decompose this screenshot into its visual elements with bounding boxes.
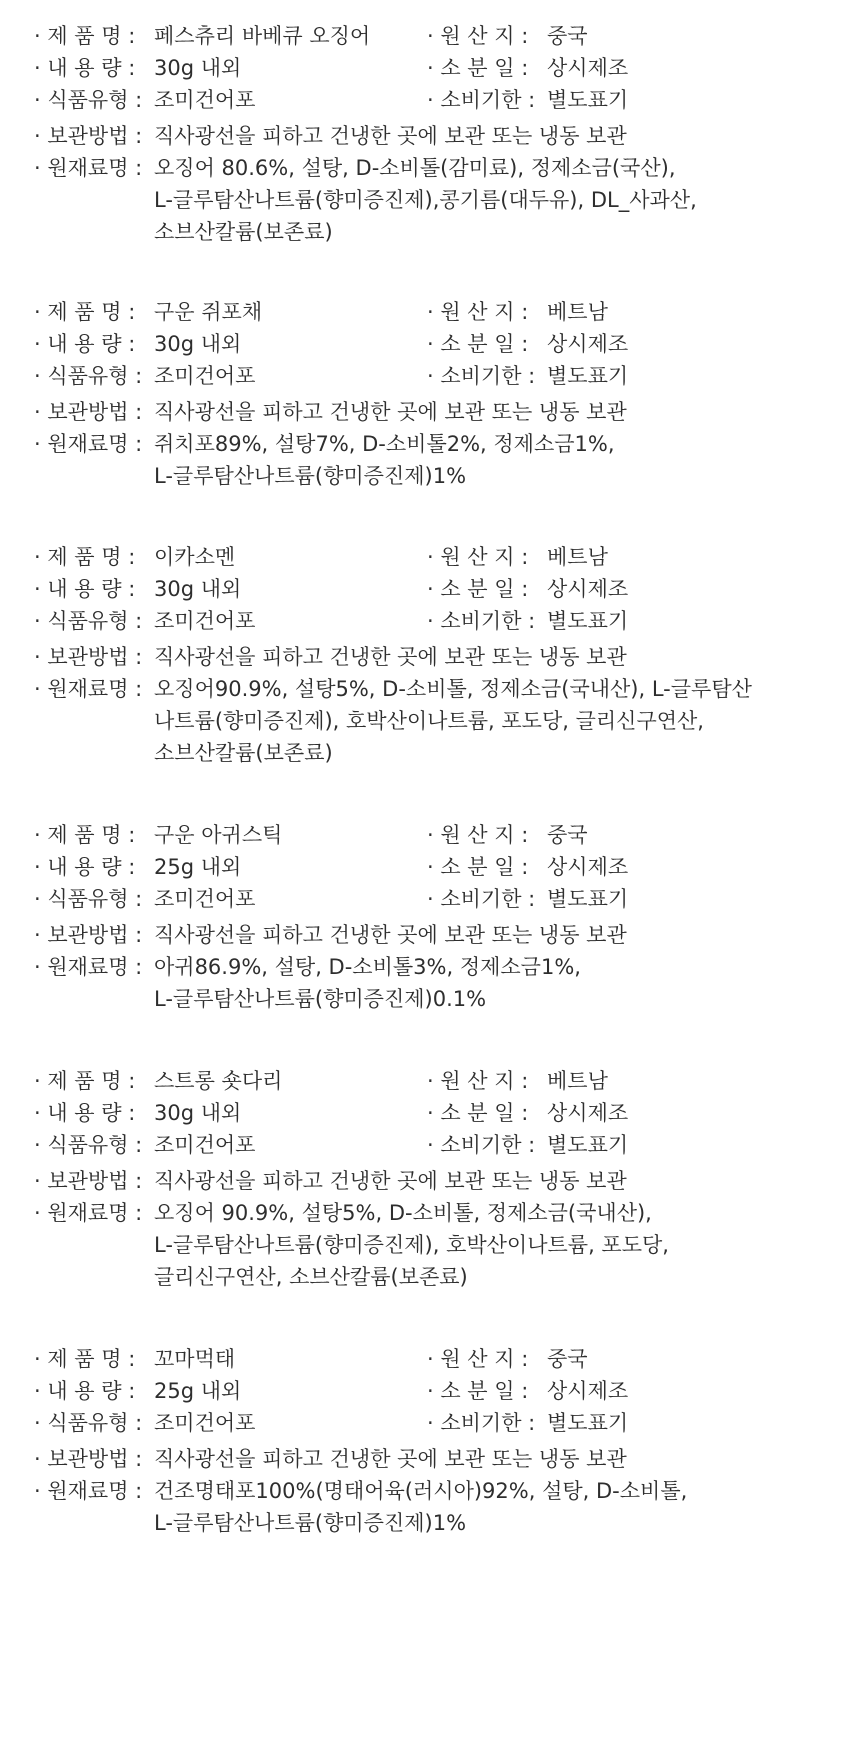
storage-value: 직사광선을 피하고 건냉한 곳에 보관 또는 냉동 보관 xyxy=(154,645,627,669)
label-food-type: · 식품유형 : xyxy=(34,1133,143,1157)
origin-value: 베트남 xyxy=(547,300,608,324)
product-name: 페스츄리 바베큐 오징어 xyxy=(154,24,371,48)
ingredients-line: 글리신구연산, 소브산칼륨(보존료) xyxy=(154,1265,468,1289)
label-volume: · 내 용 량 : xyxy=(34,577,136,601)
product-name: 꼬마먹태 xyxy=(154,1347,236,1371)
ingredients-line: 건조명태포100%(명태어육(러시아)92%, 설탕, D-소비톨, xyxy=(154,1479,688,1503)
label-origin: · 원 산 지 : xyxy=(427,1347,529,1371)
volume-value: 25g 내외 xyxy=(154,1379,242,1403)
storage-value: 직사광선을 피하고 건냉한 곳에 보관 또는 냉동 보관 xyxy=(154,124,627,148)
label-storage: · 보관방법 : xyxy=(34,645,143,669)
label-expiry: · 소비기한 : xyxy=(427,1411,536,1435)
label-ingredients: · 원재료명 : xyxy=(34,1479,143,1503)
ingredients-line: L-글루탐산나트륨(향미증진제)1% xyxy=(154,1511,467,1535)
expiry-value: 별도표기 xyxy=(547,1411,629,1435)
label-ingredients: · 원재료명 : xyxy=(34,432,143,456)
label-expiry: · 소비기한 : xyxy=(427,88,536,112)
label-storage: · 보관방법 : xyxy=(34,923,143,947)
volume-value: 30g 내외 xyxy=(154,1101,242,1125)
label-food-type: · 식품유형 : xyxy=(34,609,143,633)
label-expiry: · 소비기한 : xyxy=(427,609,536,633)
ingredients-line: L-글루탐산나트륨(향미증진제),콩기름(대두유), DL_사과산, xyxy=(154,188,697,212)
volume-value: 25g 내외 xyxy=(154,855,242,879)
food-type-value: 조미건어포 xyxy=(154,88,256,112)
label-origin: · 원 산 지 : xyxy=(427,24,529,48)
label-expiry: · 소비기한 : xyxy=(427,887,536,911)
origin-value: 중국 xyxy=(547,823,588,847)
packing-value: 상시제조 xyxy=(547,855,629,879)
packing-value: 상시제조 xyxy=(547,577,629,601)
label-ingredients: · 원재료명 : xyxy=(34,677,143,701)
ingredients-line: 아귀86.9%, 설탕, D-소비톨3%, 정제소금1%, xyxy=(154,955,581,979)
expiry-value: 별도표기 xyxy=(547,88,629,112)
product-name: 구운 아귀스틱 xyxy=(154,823,283,847)
label-ingredients: · 원재료명 : xyxy=(34,156,143,180)
origin-value: 중국 xyxy=(547,1347,588,1371)
volume-value: 30g 내외 xyxy=(154,577,242,601)
label-origin: · 원 산 지 : xyxy=(427,545,529,569)
label-food-type: · 식품유형 : xyxy=(34,887,143,911)
label-product-name: · 제 품 명 : xyxy=(34,823,136,847)
label-volume: · 내 용 량 : xyxy=(34,332,136,356)
label-food-type: · 식품유형 : xyxy=(34,88,143,112)
label-origin: · 원 산 지 : xyxy=(427,300,529,324)
label-origin: · 원 산 지 : xyxy=(427,1069,529,1093)
expiry-value: 별도표기 xyxy=(547,364,629,388)
label-product-name: · 제 품 명 : xyxy=(34,24,136,48)
label-expiry: · 소비기한 : xyxy=(427,1133,536,1157)
label-storage: · 보관방법 : xyxy=(34,400,143,424)
storage-value: 직사광선을 피하고 건냉한 곳에 보관 또는 냉동 보관 xyxy=(154,1169,627,1193)
label-product-name: · 제 품 명 : xyxy=(34,1347,136,1371)
label-ingredients: · 원재료명 : xyxy=(34,955,143,979)
label-packing: · 소 분 일 : xyxy=(427,1101,529,1125)
ingredients-line: 소브산칼륨(보존료) xyxy=(154,220,333,244)
product-name: 스트롱 숏다리 xyxy=(154,1069,283,1093)
label-packing: · 소 분 일 : xyxy=(427,1379,529,1403)
ingredients-line: L-글루탐산나트륨(향미증진제)1% xyxy=(154,464,467,488)
packing-value: 상시제조 xyxy=(547,56,629,80)
expiry-value: 별도표기 xyxy=(547,609,629,633)
volume-value: 30g 내외 xyxy=(154,56,242,80)
packing-value: 상시제조 xyxy=(547,1101,629,1125)
label-origin: · 원 산 지 : xyxy=(427,823,529,847)
label-food-type: · 식품유형 : xyxy=(34,364,143,388)
label-volume: · 내 용 량 : xyxy=(34,855,136,879)
food-type-value: 조미건어포 xyxy=(154,1133,256,1157)
label-product-name: · 제 품 명 : xyxy=(34,545,136,569)
label-food-type: · 식품유형 : xyxy=(34,1411,143,1435)
storage-value: 직사광선을 피하고 건냉한 곳에 보관 또는 냉동 보관 xyxy=(154,400,627,424)
label-expiry: · 소비기한 : xyxy=(427,364,536,388)
packing-value: 상시제조 xyxy=(547,1379,629,1403)
label-storage: · 보관방법 : xyxy=(34,1169,143,1193)
ingredients-line: 오징어90.9%, 설탕5%, D-소비톨, 정제소금(국내산), L-글루탐산 xyxy=(154,677,752,701)
label-volume: · 내 용 량 : xyxy=(34,56,136,80)
label-storage: · 보관방법 : xyxy=(34,124,143,148)
volume-value: 30g 내외 xyxy=(154,332,242,356)
ingredients-line: L-글루탐산나트륨(향미증진제), 호박산이나트륨, 포도당, xyxy=(154,1233,669,1257)
food-type-value: 조미건어포 xyxy=(154,364,256,388)
packing-value: 상시제조 xyxy=(547,332,629,356)
origin-value: 베트남 xyxy=(547,1069,608,1093)
label-volume: · 내 용 량 : xyxy=(34,1379,136,1403)
storage-value: 직사광선을 피하고 건냉한 곳에 보관 또는 냉동 보관 xyxy=(154,1447,627,1471)
label-packing: · 소 분 일 : xyxy=(427,577,529,601)
food-type-value: 조미건어포 xyxy=(154,1411,256,1435)
label-product-name: · 제 품 명 : xyxy=(34,300,136,324)
ingredients-line: 소브산칼륨(보존료) xyxy=(154,741,333,765)
origin-value: 베트남 xyxy=(547,545,608,569)
ingredients-line: 오징어 80.6%, 설탕, D-소비톨(감미료), 정제소금(국산), xyxy=(154,156,676,180)
label-packing: · 소 분 일 : xyxy=(427,855,529,879)
label-storage: · 보관방법 : xyxy=(34,1447,143,1471)
food-type-value: 조미건어포 xyxy=(154,887,256,911)
expiry-value: 별도표기 xyxy=(547,1133,629,1157)
product-name: 이카소멘 xyxy=(154,545,236,569)
label-packing: · 소 분 일 : xyxy=(427,56,529,80)
ingredients-line: 나트륨(향미증진제), 호박산이나트륨, 포도당, 글리신구연산, xyxy=(154,709,704,733)
ingredients-line: 쥐치포89%, 설탕7%, D-소비톨2%, 정제소금1%, xyxy=(154,432,615,456)
product-name: 구운 쥐포채 xyxy=(154,300,263,324)
storage-value: 직사광선을 피하고 건냉한 곳에 보관 또는 냉동 보관 xyxy=(154,923,627,947)
origin-value: 중국 xyxy=(547,24,588,48)
food-type-value: 조미건어포 xyxy=(154,609,256,633)
label-volume: · 내 용 량 : xyxy=(34,1101,136,1125)
label-ingredients: · 원재료명 : xyxy=(34,1201,143,1225)
expiry-value: 별도표기 xyxy=(547,887,629,911)
label-product-name: · 제 품 명 : xyxy=(34,1069,136,1093)
ingredients-line: 오징어 90.9%, 설탕5%, D-소비톨, 정제소금(국내산), xyxy=(154,1201,652,1225)
ingredients-line: L-글루탐산나트륨(향미증진제)0.1% xyxy=(154,987,487,1011)
label-packing: · 소 분 일 : xyxy=(427,332,529,356)
